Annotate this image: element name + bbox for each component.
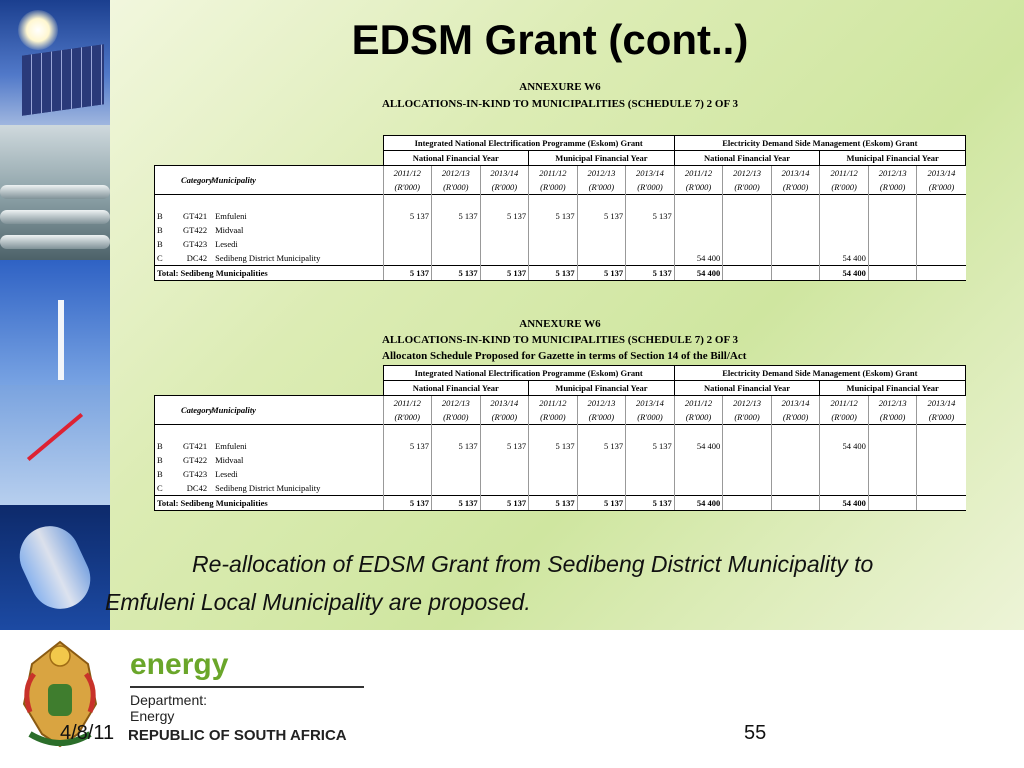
pipe-icon — [0, 235, 110, 249]
total-value: 5 137 — [383, 496, 432, 511]
row-value — [480, 453, 529, 467]
total-value: 5 137 — [383, 266, 432, 281]
row-value — [577, 481, 626, 496]
row-value: 5 137 — [577, 209, 626, 223]
year-header: 2013/14 — [771, 166, 820, 181]
unit-header: (R'000) — [771, 180, 820, 195]
row-value — [529, 467, 578, 481]
unit-header: (R'000) — [917, 180, 966, 195]
row-value — [626, 467, 675, 481]
unit-header: (R'000) — [868, 410, 917, 425]
row-value — [383, 251, 432, 266]
slide-date: 4/8/11 — [60, 722, 115, 744]
year-header: 2013/14 — [917, 396, 966, 411]
total-value: 5 137 — [480, 496, 529, 511]
year-header: 2012/13 — [577, 166, 626, 181]
cfl-bulb-photo — [0, 505, 110, 630]
table-row — [155, 481, 966, 496]
row-value: 5 137 — [529, 209, 578, 223]
col-municipality: Municipality — [211, 175, 256, 185]
row-value — [917, 209, 966, 223]
left-photo-strip — [0, 0, 110, 630]
annexure-caption-2: Allocaton Schedule Proposed for Gazette in terms of Section 14 of the Bill/Act — [382, 350, 747, 362]
unit-header: (R'000) — [674, 410, 723, 425]
row-value — [432, 223, 481, 237]
year-header: 2013/14 — [480, 166, 529, 181]
row-value — [771, 439, 820, 453]
row-value — [480, 223, 529, 237]
pipeline-photo — [0, 125, 110, 260]
total-value: 54 400 — [674, 496, 723, 511]
col-category: Category — [155, 396, 210, 425]
total-value: 54 400 — [674, 266, 723, 281]
row-value — [577, 237, 626, 251]
total-row — [155, 496, 966, 511]
total-value — [771, 266, 820, 281]
year-header: 2013/14 — [626, 396, 675, 411]
row-code: DC42 — [186, 253, 208, 263]
row-value: 5 137 — [432, 439, 481, 453]
row-category: B — [155, 453, 179, 467]
group-header: Integrated National Electrification Programme (Eskom) Grant — [383, 366, 674, 381]
total-value: 5 137 — [577, 496, 626, 511]
row-value — [868, 237, 917, 251]
row-value — [383, 453, 432, 467]
row-value — [480, 481, 529, 496]
annexure-title-1: ANNEXURE W6 — [519, 81, 601, 93]
row-value: 54 400 — [674, 251, 723, 266]
unit-header: (R'000) — [626, 180, 675, 195]
row-value: 5 137 — [480, 439, 529, 453]
row-value: 5 137 — [626, 439, 675, 453]
total-value: 5 137 — [432, 266, 481, 281]
year-header: 2012/13 — [432, 396, 481, 411]
row-value — [868, 453, 917, 467]
light-bulb-icon — [10, 516, 100, 618]
row-value — [480, 251, 529, 266]
row-value — [868, 251, 917, 266]
row-value — [820, 481, 869, 496]
slide-title: EDSM Grant (cont..) — [351, 16, 749, 63]
row-value: 5 137 — [626, 209, 675, 223]
table-row — [155, 439, 966, 453]
unit-header: (R'000) — [917, 410, 966, 425]
logo-divider — [130, 686, 364, 688]
total-value — [868, 496, 917, 511]
year-header: 2011/12 — [820, 166, 869, 181]
row-value — [868, 223, 917, 237]
group-header: Integrated National Electrification Programme (Eskom) Grant — [383, 136, 674, 151]
unit-header: (R'000) — [480, 180, 529, 195]
row-value — [723, 439, 772, 453]
total-value: 54 400 — [820, 496, 869, 511]
sub-header: Municipal Financial Year — [529, 381, 675, 396]
total-value: 5 137 — [432, 496, 481, 511]
group-header: Electricity Demand Side Management (Eskom) Grant — [674, 136, 965, 151]
total-value — [723, 266, 772, 281]
pipe-icon — [0, 210, 110, 224]
total-value — [723, 496, 772, 511]
row-value — [723, 467, 772, 481]
sub-header: Municipal Financial Year — [529, 151, 675, 166]
row-category: B — [155, 237, 179, 251]
row-value — [674, 481, 723, 496]
total-value — [917, 266, 966, 281]
total-value: 54 400 — [820, 266, 869, 281]
unit-header: (R'000) — [529, 180, 578, 195]
row-value — [674, 237, 723, 251]
wind-turbine-photo — [0, 260, 110, 385]
row-value — [771, 453, 820, 467]
row-value — [771, 237, 820, 251]
total-value: 5 137 — [480, 266, 529, 281]
year-header: 2011/12 — [529, 396, 578, 411]
row-municipality: Lesedi — [215, 469, 238, 479]
row-value — [723, 237, 772, 251]
unit-header: (R'000) — [529, 410, 578, 425]
unit-header: (R'000) — [820, 410, 869, 425]
row-value — [771, 209, 820, 223]
total-label: Total: Sedibeng Municipalities — [155, 496, 384, 511]
row-category: B — [155, 439, 179, 453]
year-header: 2012/13 — [432, 166, 481, 181]
annexure-title-2: ANNEXURE W6 — [519, 318, 601, 330]
row-category: B — [155, 223, 179, 237]
department-line1: Department: — [130, 692, 208, 708]
row-code: GT421 — [183, 441, 208, 451]
row-value — [917, 467, 966, 481]
unit-header: (R'000) — [577, 180, 626, 195]
row-value — [723, 251, 772, 266]
year-header: 2012/13 — [723, 396, 772, 411]
row-value — [432, 481, 481, 496]
annexure-subtitle-2: ALLOCATIONS-IN-KIND TO MUNICIPALITIES (SCHEDULE 7) 2 OF 3 — [381, 334, 739, 346]
sub-header: National Financial Year — [383, 151, 529, 166]
pipe-icon — [0, 185, 110, 199]
table-row — [155, 237, 966, 251]
row-value — [868, 467, 917, 481]
energy-logo-text: energy — [130, 648, 229, 681]
row-value — [917, 223, 966, 237]
row-value — [820, 237, 869, 251]
row-value — [723, 209, 772, 223]
republic-label: REPUBLIC OF SOUTH AFRICA — [128, 727, 347, 744]
row-value — [383, 223, 432, 237]
row-value — [917, 439, 966, 453]
row-category: B — [155, 209, 179, 223]
row-value — [868, 481, 917, 496]
table-row — [155, 453, 966, 467]
row-municipality: Midvaal — [215, 455, 244, 465]
table-row — [155, 223, 966, 237]
row-code: GT421 — [183, 211, 208, 221]
total-label: Total: Sedibeng Municipalities — [155, 266, 384, 281]
row-municipality: Midvaal — [215, 225, 244, 235]
table-row — [155, 209, 966, 223]
row-municipality: Emfuleni — [215, 211, 247, 221]
year-header: 2011/12 — [529, 166, 578, 181]
row-value — [432, 467, 481, 481]
sub-header: National Financial Year — [674, 151, 820, 166]
row-code: GT423 — [183, 469, 208, 479]
row-municipality: Sedibeng District Municipality — [215, 483, 321, 493]
row-value — [723, 453, 772, 467]
row-code: GT422 — [183, 225, 208, 235]
row-value: 5 137 — [577, 439, 626, 453]
row-value — [723, 223, 772, 237]
row-value — [820, 467, 869, 481]
year-header: 2012/13 — [868, 396, 917, 411]
body-text-line2: Emfuleni Local Municipality are proposed. — [105, 589, 531, 615]
unit-header: (R'000) — [771, 410, 820, 425]
unit-header: (R'000) — [383, 410, 432, 425]
row-value: 54 400 — [820, 251, 869, 266]
allocation-table-1 — [154, 135, 966, 281]
col-category: Category — [155, 166, 210, 195]
row-value: 5 137 — [432, 209, 481, 223]
row-category: C — [155, 251, 179, 266]
row-value — [577, 251, 626, 266]
crane-photo — [0, 385, 110, 505]
unit-header: (R'000) — [820, 180, 869, 195]
unit-header: (R'000) — [577, 410, 626, 425]
page-number: 55 — [744, 722, 767, 744]
col-municipality: Municipality — [211, 405, 256, 415]
row-value — [383, 481, 432, 496]
year-header: 2011/12 — [674, 396, 723, 411]
unit-header: (R'000) — [383, 180, 432, 195]
year-header: 2011/12 — [383, 166, 432, 181]
crane-icon — [27, 413, 83, 461]
total-row — [155, 266, 966, 281]
table-row — [155, 467, 966, 481]
row-code: GT423 — [183, 239, 208, 249]
row-value — [771, 223, 820, 237]
row-value — [432, 453, 481, 467]
year-header: 2013/14 — [480, 396, 529, 411]
row-value — [820, 209, 869, 223]
row-value: 5 137 — [383, 439, 432, 453]
unit-header: (R'000) — [868, 180, 917, 195]
row-value — [917, 251, 966, 266]
unit-header: (R'000) — [626, 410, 675, 425]
total-value: 5 137 — [529, 266, 578, 281]
row-value — [626, 223, 675, 237]
row-value — [432, 237, 481, 251]
wind-turbine-icon — [58, 300, 64, 380]
year-header: 2013/14 — [917, 166, 966, 181]
row-value: 54 400 — [820, 439, 869, 453]
total-value: 5 137 — [626, 266, 675, 281]
sub-header: National Financial Year — [674, 381, 820, 396]
unit-header: (R'000) — [432, 180, 481, 195]
solar-panel-icon — [22, 44, 104, 116]
year-header: 2013/14 — [626, 166, 675, 181]
row-value — [529, 481, 578, 496]
year-header: 2013/14 — [771, 396, 820, 411]
total-value: 5 137 — [626, 496, 675, 511]
sub-header: Municipal Financial Year — [820, 151, 966, 166]
row-value — [771, 251, 820, 266]
sun-icon — [18, 10, 58, 50]
row-value: 5 137 — [383, 209, 432, 223]
unit-header: (R'000) — [432, 410, 481, 425]
annexure-subtitle-1: ALLOCATIONS-IN-KIND TO MUNICIPALITIES (SCHEDULE 7) 2 OF 3 — [381, 98, 739, 110]
row-value — [674, 223, 723, 237]
unit-header: (R'000) — [480, 410, 529, 425]
row-value — [432, 251, 481, 266]
row-value — [626, 453, 675, 467]
row-municipality: Lesedi — [215, 239, 238, 249]
year-header: 2011/12 — [674, 166, 723, 181]
row-category: B — [155, 467, 179, 481]
unit-header: (R'000) — [723, 180, 772, 195]
row-value — [868, 209, 917, 223]
sub-header: National Financial Year — [383, 381, 529, 396]
row-value — [771, 481, 820, 496]
row-value — [626, 251, 675, 266]
row-value — [383, 467, 432, 481]
solar-panel-photo — [0, 0, 110, 125]
row-value — [626, 481, 675, 496]
row-value — [820, 223, 869, 237]
row-value — [529, 453, 578, 467]
year-header: 2012/13 — [723, 166, 772, 181]
year-header: 2011/12 — [820, 396, 869, 411]
row-value — [480, 467, 529, 481]
group-header: Electricity Demand Side Management (Eskom) Grant — [674, 366, 965, 381]
row-value — [723, 481, 772, 496]
row-category: C — [155, 481, 179, 496]
row-municipality: Emfuleni — [215, 441, 247, 451]
table-row — [155, 251, 966, 266]
row-value — [820, 453, 869, 467]
row-value: 5 137 — [480, 209, 529, 223]
sub-header: Municipal Financial Year — [820, 381, 966, 396]
row-municipality: Sedibeng District Municipality — [215, 253, 321, 263]
row-value — [383, 237, 432, 251]
row-value — [917, 453, 966, 467]
row-value — [674, 209, 723, 223]
total-value — [917, 496, 966, 511]
row-value — [771, 467, 820, 481]
row-value — [529, 237, 578, 251]
row-value — [674, 467, 723, 481]
total-value: 5 137 — [577, 266, 626, 281]
year-header: 2012/13 — [868, 166, 917, 181]
unit-header: (R'000) — [723, 410, 772, 425]
total-value: 5 137 — [529, 496, 578, 511]
department-label — [130, 692, 207, 724]
allocation-table-2 — [154, 365, 966, 511]
body-text-line1: Re-allocation of EDSM Grant from Sedibeng District Municipality to — [192, 551, 874, 577]
year-header: 2011/12 — [383, 396, 432, 411]
row-value — [917, 481, 966, 496]
row-value — [577, 467, 626, 481]
row-value: 54 400 — [674, 439, 723, 453]
year-header: 2012/13 — [577, 396, 626, 411]
row-value — [480, 237, 529, 251]
row-value — [917, 237, 966, 251]
unit-header: (R'000) — [674, 180, 723, 195]
total-value — [868, 266, 917, 281]
row-value — [577, 223, 626, 237]
total-value — [771, 496, 820, 511]
row-value: 5 137 — [529, 439, 578, 453]
row-value — [868, 439, 917, 453]
row-value — [529, 223, 578, 237]
row-code: GT422 — [183, 455, 208, 465]
row-value — [626, 237, 675, 251]
row-value — [674, 453, 723, 467]
row-value — [577, 453, 626, 467]
row-code: DC42 — [186, 483, 208, 493]
department-line2: Energy — [130, 708, 175, 724]
row-value — [529, 251, 578, 266]
